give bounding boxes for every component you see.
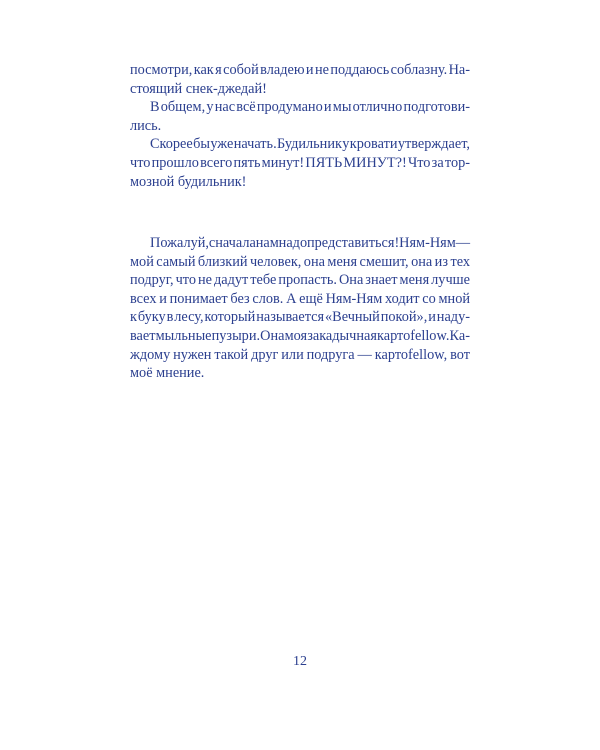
paragraph-4-line-4: всех и понимает без слов. А ещё Ням-Ням ходит со мной — [130, 290, 470, 307]
paragraph-4-line-3: подруг, что не дадут тебе пропасть. Она знает меня лучше — [130, 272, 470, 289]
page-number: 12 — [293, 654, 307, 669]
paragraph-4-line-6: вает мыльные пузыри. Она моя закадычная картоfellow. Ка- — [130, 327, 470, 344]
paragraph-4-line-8: моё мнение. — [130, 365, 205, 382]
paragraph-2-line-1: В общем, у нас всё продумано и мы отлично подготови- — [150, 99, 470, 116]
paragraph-1-line-2: стоящий снек-джедай! — [130, 80, 267, 97]
paragraph-1-line-1: посмотри, как я собой владею и не поддаюсь соблазну. На- — [130, 62, 470, 78]
paragraph-2-line-2: лись. — [130, 117, 162, 134]
text-block-bottom — [130, 234, 470, 383]
paragraph-3-line-1: Скорее бы уже начать. Будильник у кровати утверждает, — [150, 136, 470, 153]
paragraph-4-line-1: Пожалуй, сначала нам надо представиться! Ням-Ням — — [150, 235, 470, 251]
paragraph-3-line-3: мозной будильник! — [130, 173, 247, 190]
paragraph-4-line-7: ждому нужен такой друг или подруга — картоfellow, вот — [130, 346, 470, 363]
text-block-top — [130, 61, 470, 191]
paragraph-4-line-5: к буку в лесу, который называется «Вечный покой», и наду- — [130, 309, 470, 326]
paragraph-3-line-2: что прошло всего пять минут! ПЯТЬ МИНУТ?! Что за тор- — [130, 154, 470, 171]
paragraph-4-line-2: мой самый близкий человек, она меня смешит, она из тех — [130, 253, 470, 270]
